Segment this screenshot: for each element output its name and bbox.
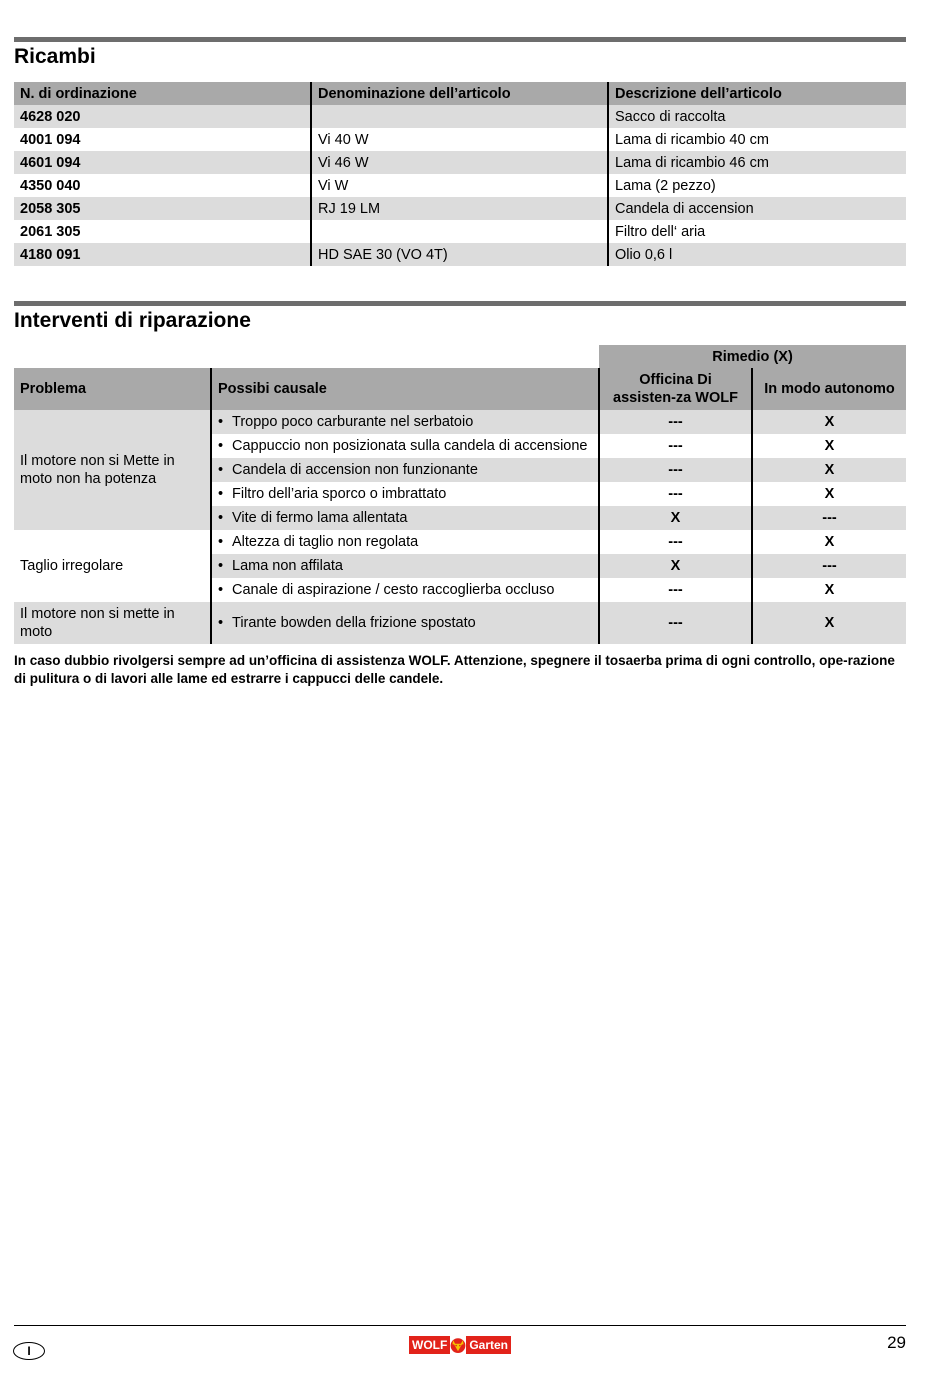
logo-wolf-text: WOLF — [409, 1336, 450, 1354]
wolf-head-icon — [450, 1331, 466, 1359]
workshop-mark: --- — [599, 410, 752, 434]
self-mark: X — [752, 578, 906, 602]
parts-article-description: Filtro dell‘ aria — [608, 220, 906, 243]
cause-text: Vite di fermo lama allentata — [232, 510, 408, 526]
section-rule-parts — [14, 37, 906, 42]
parts-row — [14, 174, 906, 197]
bullet: • — [218, 558, 224, 574]
parts-article-description: Sacco di raccolta — [608, 105, 906, 128]
parts-article-name: RJ 19 LM — [311, 197, 608, 220]
parts-order-number: 4628 020 — [14, 105, 311, 128]
self-mark: --- — [752, 554, 906, 578]
cause-text: Canale di aspirazione / cesto raccoglierba occluso — [232, 582, 555, 598]
parts-header-article-name: Denominazione dell’articolo — [311, 82, 608, 105]
bullet: • — [218, 462, 224, 478]
blank-cell — [14, 345, 211, 368]
repair-title: Interventi di riparazione — [14, 309, 251, 332]
workshop-mark: --- — [599, 458, 752, 482]
repair-header-problem: Problema — [14, 368, 211, 410]
cause-text: Troppo poco carburante nel serbatoio — [232, 414, 474, 430]
parts-article-name — [311, 220, 608, 243]
cause-cell — [211, 458, 599, 482]
parts-header-article-description: Descrizione dell’articolo — [608, 82, 906, 105]
cause-text: Cappuccio non posizionata sulla candela di accensione — [232, 438, 588, 454]
problem-cell: Taglio irregolare — [14, 530, 211, 602]
workshop-mark: --- — [599, 578, 752, 602]
workshop-mark: X — [599, 554, 752, 578]
parts-article-description: Lama di ricambio 40 cm — [608, 128, 906, 151]
repair-header-causes: Possibi causale — [211, 368, 599, 410]
parts-article-description: Lama (2 pezzo) — [608, 174, 906, 197]
repair-remedy-header-row — [14, 345, 906, 368]
parts-article-name: HD SAE 30 (VO 4T) — [311, 243, 608, 266]
workshop-mark: --- — [599, 530, 752, 554]
cause-cell — [211, 530, 599, 554]
language-badge: I — [13, 1342, 45, 1360]
repair-table — [14, 345, 906, 644]
workshop-mark: --- — [599, 482, 752, 506]
parts-header-row — [14, 82, 906, 105]
self-mark: X — [752, 602, 906, 644]
blank-cell — [211, 345, 599, 368]
parts-row — [14, 220, 906, 243]
bullet: • — [218, 582, 224, 598]
cause-text: Candela di accension non funzionante — [232, 462, 478, 478]
repair-row — [14, 410, 906, 434]
cause-cell — [211, 602, 599, 644]
problem-cell: Il motore non si mette in moto — [14, 602, 211, 644]
parts-order-number: 4001 094 — [14, 128, 311, 151]
cause-text: Filtro dell’aria sporco o imbrattato — [232, 486, 447, 502]
bullet: • — [218, 414, 224, 430]
repair-row — [14, 602, 906, 644]
bullet: • — [218, 615, 224, 631]
parts-article-name: Vi W — [311, 174, 608, 197]
self-mark: X — [752, 458, 906, 482]
parts-table — [14, 82, 906, 266]
bullet: • — [218, 438, 224, 454]
parts-article-name: Vi 40 W — [311, 128, 608, 151]
parts-article-description: Lama di ricambio 46 cm — [608, 151, 906, 174]
self-mark: X — [752, 530, 906, 554]
cause-text: Lama non affilata — [232, 558, 343, 574]
bullet: • — [218, 486, 224, 502]
self-mark: --- — [752, 506, 906, 530]
repair-header-workshop: Officina Di assisten-za WOLF — [599, 368, 752, 410]
parts-header-order-number: N. di ordinazione — [14, 82, 311, 105]
logo-garten-text: Garten — [466, 1336, 511, 1354]
self-mark: X — [752, 434, 906, 458]
workshop-mark: X — [599, 506, 752, 530]
footer-rule — [14, 1325, 906, 1326]
cause-cell — [211, 410, 599, 434]
self-mark: X — [752, 410, 906, 434]
parts-article-name — [311, 105, 608, 128]
repair-row — [14, 530, 906, 554]
page-number: 29 — [887, 1333, 906, 1352]
cause-cell — [211, 554, 599, 578]
parts-order-number: 4601 094 — [14, 151, 311, 174]
self-mark: X — [752, 482, 906, 506]
workshop-mark: --- — [599, 602, 752, 644]
safety-note: In caso dubbio rivolgersi sempre ad un’officina di assistenza WOLF. Attenzione, spegnere il tosaerba prima di ogni controllo, ope-razione di pulitura o di lavori alle lame ed estrarre i cappucci delle candele. — [14, 653, 895, 686]
parts-article-description: Olio 0,6 l — [608, 243, 906, 266]
repair-header-self: In modo autonomo — [752, 368, 906, 410]
parts-order-number: 2061 305 — [14, 220, 311, 243]
bullet: • — [218, 510, 224, 526]
wolf-garten-logo — [409, 1331, 511, 1359]
parts-order-number: 2058 305 — [14, 197, 311, 220]
parts-row — [14, 243, 906, 266]
parts-article-description: Candela di accension — [608, 197, 906, 220]
cause-cell — [211, 482, 599, 506]
cause-text: Tirante bowden della frizione spostato — [232, 615, 476, 631]
cause-text: Altezza di taglio non regolata — [232, 534, 419, 550]
workshop-mark: --- — [599, 434, 752, 458]
cause-cell — [211, 506, 599, 530]
problem-cell: Il motore non si Mette in moto non ha potenza — [14, 410, 211, 530]
parts-order-number: 4180 091 — [14, 243, 311, 266]
section-rule-repair — [14, 301, 906, 306]
parts-article-name: Vi 46 W — [311, 151, 608, 174]
cause-cell — [211, 434, 599, 458]
cause-cell — [211, 578, 599, 602]
parts-row — [14, 151, 906, 174]
remedy-header: Rimedio (X) — [599, 345, 906, 368]
parts-order-number: 4350 040 — [14, 174, 311, 197]
bullet: • — [218, 534, 224, 550]
parts-row — [14, 128, 906, 151]
parts-row — [14, 197, 906, 220]
parts-title: Ricambi — [14, 45, 96, 68]
repair-header-row — [14, 368, 906, 410]
parts-row — [14, 105, 906, 128]
